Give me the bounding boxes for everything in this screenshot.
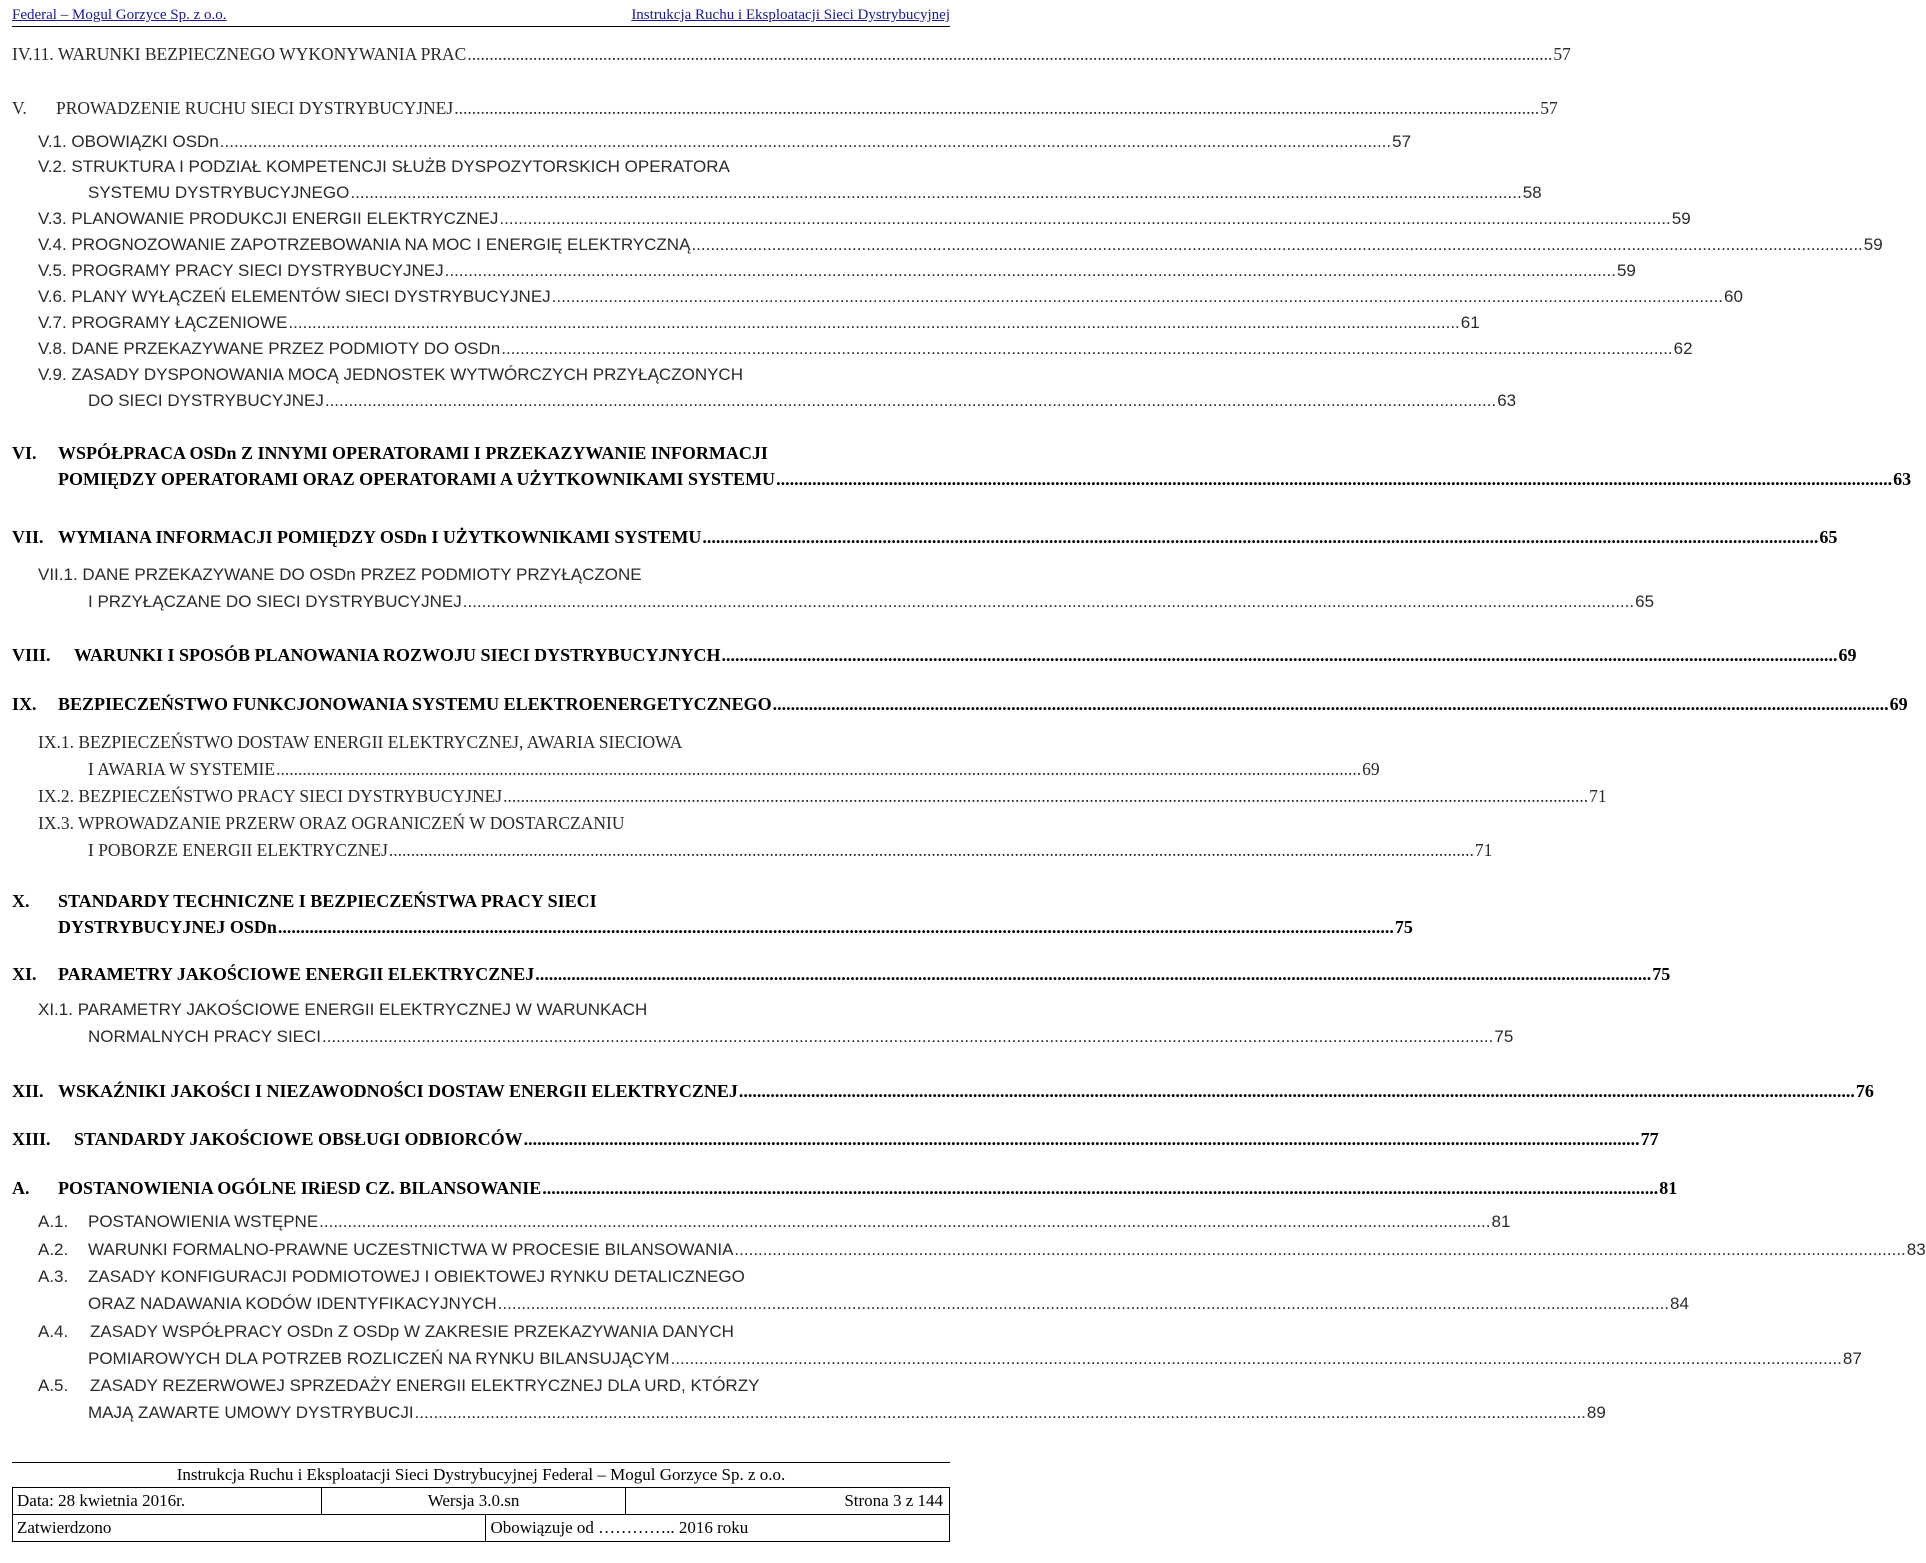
header-document-link[interactable]: Instrukcja Ruchu i Eksploatacji Sieci Dystrybucyjnej [631,7,950,23]
toc-entry-viii[interactable] [12,643,1857,669]
toc-entry-page: 61 [1460,313,1480,332]
toc-entry-v-4[interactable] [38,233,1883,259]
toc-entry-page: 76 [1855,1081,1874,1101]
toc-entry-number: V.6. [38,287,67,306]
toc-entry-page: 59 [1863,235,1883,254]
toc-entry-a-2[interactable] [38,1238,1926,1264]
toc-entry-number: IV.11. [12,44,54,64]
footer-date: Data: 28 kwietnia 2016r. [12,1488,322,1514]
toc-entry-title: WPROWADZANIE PRZERW ORAZ OGRANICZEŃ W DOSTARCZANIU [78,813,625,833]
toc-entry-v-7[interactable] [38,311,1480,337]
toc-entry-number: A.4. [38,1322,69,1341]
footer-version: Wersja 3.0.sn [322,1488,627,1514]
toc-entry-title: PARAMETRY JAKOŚCIOWE ENERGII ELEKTRYCZNEJ [58,964,535,984]
toc-entry-page: 75 [1494,1027,1514,1046]
footer-info-row [12,1488,950,1515]
toc-entry-a-3[interactable] [88,1292,1689,1318]
toc-entry-a-5[interactable] [88,1401,1606,1427]
toc-entry-v-3[interactable] [38,207,1691,233]
toc-entry-a-3-first-line[interactable] [38,1265,745,1289]
toc-leader [325,389,1496,413]
page-header [12,0,950,27]
page-footer [12,1462,950,1542]
toc-entry-number: V.2. [38,157,67,176]
toc-entry-page: 58 [1522,183,1542,202]
toc-entry-xi[interactable] [12,962,1671,988]
toc-entry-title-continued: I PRZYŁĄCZANE DO SIECI DYSTRYBUCYJNEJ [88,592,462,611]
toc-leader [467,42,1552,66]
toc-entry-number: VI. [12,443,37,463]
toc-leader [499,207,1670,231]
toc-entry-title: WARUNKI BEZPIECZNEGO WYKONYWANIA PRAC [57,44,467,64]
toc-entry-title: ZASADY WSPÓŁPRACY OSDn Z OSDp W ZAKRESIE PRZEKAZYWANIA DANYCH [90,1322,734,1341]
toc-entry-xii[interactable] [12,1079,1874,1105]
toc-leader [389,838,1474,862]
toc-entry-page: 65 [1819,527,1838,547]
toc-entry-number: X. [12,891,30,911]
toc-entry-number: V.5. [38,261,67,280]
toc-entry-number: A.3. [38,1267,69,1286]
toc-entry-title: WSKAŹNIKI JAKOŚCI I NIEZAWODNOŚCI DOSTAW ENERGII ELEKTRYCZNEJ [58,1081,738,1101]
toc-entry-title: PARAMETRY JAKOŚCIOWE ENERGII ELEKTRYCZNEJ W WARUNKACH [77,1000,648,1019]
toc-entry-v-8[interactable] [38,337,1693,363]
toc-entry-a-5-first-line[interactable] [38,1374,759,1398]
toc-entry-title-continued: SYSTEMU DYSTRYBUCYJNEGO [88,183,350,202]
toc-entry-page: 81 [1491,1212,1511,1231]
toc-entry-number: V.7. [38,313,67,332]
toc-entry-title: PROGNOZOWANIE ZAPOTRZEBOWANIA NA MOC I ENERGIĘ ELEKTRYCZNĄ [71,235,691,254]
toc-entry-vi[interactable] [58,467,1912,493]
toc-entry-number: XIII. [12,1129,51,1149]
toc-entry-page: 75 [1652,964,1671,984]
toc-leader [278,915,1394,939]
toc-entry-number: XI. [12,964,37,984]
toc-entry-number: A.5. [38,1376,69,1395]
toc-leader [691,233,1862,257]
toc-entry-xi-1-first-line[interactable] [38,998,647,1022]
toc-leader [445,259,1616,283]
toc-entry-page: 89 [1586,1403,1606,1422]
toc-entry-vii[interactable] [12,525,1838,551]
toc-entry-title: PROGRAMY PRACY SIECI DYSTRYBUCYJNEJ [71,261,444,280]
toc-entry-title: ZASADY REZERWOWEJ SPRZEDAŻY ENERGII ELEKTRYCZNEJ DLA URD, KTÓRZY [90,1376,760,1395]
toc-entry-title-continued: NORMALNYCH PRACY SIECI [88,1027,322,1046]
toc-entry-v-2-first-line[interactable] [38,155,730,179]
toc-entry-iv-11[interactable] [12,42,1571,68]
toc-entry-page: 84 [1670,1294,1689,1313]
toc-entry-number: XII. [12,1081,44,1101]
toc-entry-title: BEZPIECZEŃSTWO PRACY SIECI DYSTRYBUCYJNEJ [78,786,503,806]
toc-entry-number: XI.1. [38,1000,73,1019]
toc-leader [220,130,1391,154]
toc-entry-title: WARUNKI I SPOSÓB PLANOWANIA ROZWOJU SIECI DYSTRYBUCYJNYCH [74,645,721,665]
toc-entry-v-5[interactable] [38,259,1636,285]
toc-entry-ix-2[interactable] [38,784,1607,810]
toc-entry-page: 60 [1724,287,1743,306]
toc-entry-number: A. [12,1178,30,1198]
toc-entry-title-continued: ORAZ NADAWANIA KODÓW IDENTYFIKACYJNYCH [88,1294,497,1313]
toc-entry-title: PLANY WYŁĄCZEŃ ELEMENTÓW SIECI DYSTRYBUCYJNEJ [71,287,551,306]
header-company-link[interactable]: Federal – Mogul Gorzyce Sp. z o.o. [12,7,227,23]
toc-entry-ix-3-first-line[interactable] [38,811,624,835]
toc-entry-page: 69 [1838,645,1857,665]
toc-entry-title-continued: MAJĄ ZAWARTE UMOWY DYSTRYBUCJI [88,1403,414,1422]
toc-entry-title-continued: DYSTRYBUCYJNEJ OSDn [58,917,277,937]
toc-leader [702,525,1818,549]
toc-entry-number: IX.1. [38,732,74,752]
toc-entry-title-continued: POMIĘDZY OPERATORAMI ORAZ OPERATORAMI A UŻYTKOWNIKAMI SYSTEMU [58,469,776,489]
toc-entry-number: V.1. [38,132,67,151]
footer-approved: Zatwierdzono [12,1515,486,1541]
toc-entry-page: 57 [1392,132,1412,151]
toc-leader [721,643,1837,667]
toc-entry-vii-1[interactable] [88,590,1655,616]
toc-leader [773,692,1889,716]
toc-entry-ix[interactable] [12,692,1908,718]
toc-entry-page: 57 [1553,44,1571,64]
toc-entry-page: 63 [1497,391,1517,410]
toc-entry-number: V.8. [38,339,67,358]
toc-entry-page: 69 [1889,694,1908,714]
toc-entry-title: PROWADZENIE RUCHU SIECI DYSTRYBUCYJNEJ [56,98,454,118]
toc-leader [322,1025,1493,1049]
toc-entry-title: STRUKTURA I PODZIAŁ KOMPETENCJI SŁUŻB DYSPOZYTORSKICH OPERATORA [71,157,730,176]
toc-entry-v-9-first-line[interactable] [38,363,743,387]
toc-entry-number: IX.2. [38,786,74,806]
toc-leader [503,784,1588,808]
toc-entry-title-continued: DO SIECI DYSTRYBUCYJNEJ [88,391,324,410]
toc-entry-vi-first-line[interactable] [12,441,768,465]
toc-entry-page: 83 [1906,1240,1926,1259]
toc-entry-title: STANDARDY TECHNICZNE I BEZPIECZEŃSTWA PRACY SIECI [58,891,597,911]
toc-entry-v-9[interactable] [88,389,1517,415]
toc-entry-number: V.9. [38,365,67,384]
toc-entry-title-continued: I POBORZE ENERGII ELEKTRYCZNEJ [88,840,388,860]
toc-entry-ix-1[interactable] [88,757,1380,783]
toc-entry-title: OBOWIĄZKI OSDn [71,132,219,151]
toc-entry-title: WYMIANA INFORMACJI POMIĘDZY OSDn I UŻYTKOWNIKAMI SYSTEMU [58,527,702,547]
toc-entry-page: 65 [1635,592,1655,611]
toc-entry-title: WSPÓŁPRACA OSDn Z INNYMI OPERATORAMI I PRZEKAZYWANIE INFORMACJI [58,443,768,463]
toc-entry-page: 62 [1673,339,1693,358]
toc-entry-v[interactable] [12,96,1558,122]
toc-entry-a-1[interactable] [38,1210,1511,1236]
toc-entry-title: PLANOWANIE PRODUKCJI ENERGII ELEKTRYCZNEJ [71,209,499,228]
toc-entry-xiii[interactable] [12,1127,1659,1153]
toc-entry-v-1[interactable] [38,130,1412,156]
toc-entry-number: IX. [12,694,37,714]
toc-leader [498,1292,1669,1316]
toc-leader [535,962,1651,986]
toc-leader [671,1347,1842,1371]
toc-entry-title: DANE PRZEKAZYWANE PRZEZ PODMIOTY DO OSDn [71,339,501,358]
toc-entry-x-first-line[interactable] [12,889,597,913]
toc-leader [524,1127,1640,1151]
toc-entry-title: DANE PRZEKAZYWANE DO OSDn PRZEZ PODMIOTY PRZYŁĄCZONE [82,565,642,584]
toc-leader [542,1176,1658,1200]
toc-entry-title: ZASADY KONFIGURACJI PODMIOTOWEJ I OBIEKTOWEJ RYNKU DETALICZNEGO [88,1267,745,1286]
toc-entry-v-2[interactable] [88,181,1542,207]
toc-leader [319,1210,1490,1234]
toc-entry-page: 75 [1394,917,1413,937]
toc-entry-xi-1[interactable] [88,1025,1514,1051]
toc-entry-v-6[interactable] [38,285,1743,311]
footer-page-number: Strona 3 z 144 [626,1488,950,1514]
toc-entry-title: BEZPIECZEŃSTWO DOSTAW ENERGII ELEKTRYCZNEJ, AWARIA SIECIOWA [78,732,683,752]
toc-leader [739,1079,1855,1103]
toc-entry-title: WARUNKI FORMALNO-PRAWNE UCZESTNICTWA W PROCESIE BILANSOWANIA [88,1240,734,1259]
footer-approval-row [12,1515,950,1542]
toc-entry-number: V.4. [38,235,67,254]
toc-entry-page: 71 [1474,840,1493,860]
toc-leader [350,181,1521,205]
toc-entry-title: BEZPIECZEŃSTWO FUNKCJONOWANIA SYSTEMU ELEKTROENERGETYCZNEGO [58,694,772,714]
toc-leader [276,757,1361,781]
toc-entry-number: VII. [12,527,44,547]
toc-leader [288,311,1459,335]
toc-entry-page: 81 [1659,1178,1678,1198]
toc-entry-a-4[interactable] [88,1347,1862,1373]
toc-entry-title-continued: POMIAROWYCH DLA POTRZEB ROZLICZEŃ NA RYNKU BILANSUJĄCYM [88,1349,670,1368]
toc-entry-ix-1-first-line[interactable] [38,730,682,754]
toc-entry-number: A.1. [38,1212,69,1231]
toc-leader [552,285,1723,309]
toc-entry-page: 69 [1362,759,1380,779]
toc-entry-x[interactable] [58,915,1413,941]
toc-entry-number: VII.1. [38,565,78,584]
toc-leader [454,96,1539,120]
toc-leader [463,590,1634,614]
toc-entry-vii-1-first-line[interactable] [38,563,642,587]
toc-entry-number: V.3. [38,209,67,228]
toc-entry-a[interactable] [12,1176,1678,1202]
toc-leader [776,467,1892,491]
toc-leader [415,1401,1586,1425]
toc-entry-page: 77 [1640,1129,1659,1149]
toc-entry-title-continued: I AWARIA W SYSTEMIE [88,759,276,779]
toc-entry-title: STANDARDY JAKOŚCIOWE OBSŁUGI ODBIORCÓW [74,1129,523,1149]
footer-effective-date: Obowiązuje od ………….. 2016 roku [486,1515,950,1541]
toc-entry-page: 59 [1671,209,1691,228]
toc-entry-page: 87 [1842,1349,1862,1368]
toc-entry-title: POSTANOWIENIA WSTĘPNE [88,1212,319,1231]
toc-entry-title: PROGRAMY ŁĄCZENIOWE [71,313,288,332]
footer-title: Instrukcja Ruchu i Eksploatacji Sieci Dystrybucyjnej Federal – Mogul Gorzyce Sp. z o.o. [12,1463,950,1488]
toc-entry-title: ZASADY DYSPONOWANIA MOCĄ JEDNOSTEK WYTWÓRCZYCH PRZYŁĄCZONYCH [71,365,743,384]
toc-entry-page: 63 [1893,469,1912,489]
toc-entry-page: 59 [1616,261,1636,280]
toc-entry-page: 57 [1540,98,1558,118]
toc-leader [501,337,1672,361]
toc-entry-ix-3[interactable] [88,838,1493,864]
toc-entry-number: A.2. [38,1240,69,1259]
toc-entry-a-4-first-line[interactable] [38,1320,734,1344]
toc-entry-number: IX.3. [38,813,74,833]
toc-leader [734,1238,1905,1262]
toc-entry-page: 71 [1589,786,1607,806]
toc-entry-title: POSTANOWIENIA OGÓLNE IRiESD CZ. BILANSOWANIE [58,1178,542,1198]
toc-entry-number: VIII. [12,645,51,665]
toc-entry-number: V. [12,98,27,118]
